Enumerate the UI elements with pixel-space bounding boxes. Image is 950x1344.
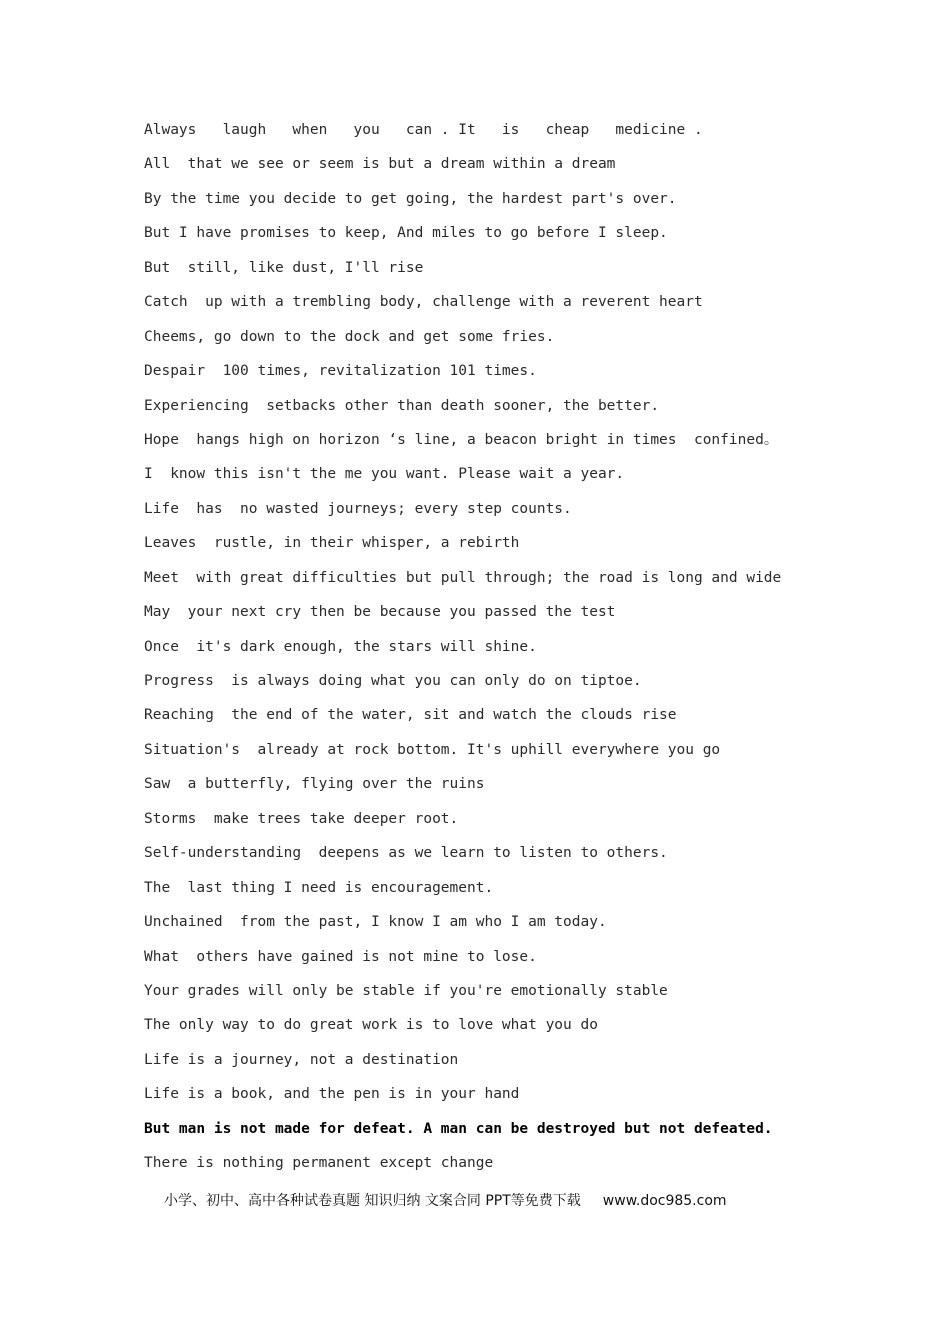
quote-line: Hope hangs high on horizon ‘s line, a beacon bright in times confined。 bbox=[144, 431, 779, 448]
quote-line: Reaching the end of the water, sit and watch the clouds rise bbox=[144, 707, 677, 724]
quote-line: But I have promises to keep, And miles to go before I sleep. bbox=[144, 225, 668, 242]
quote-line: But man is not made for defeat. A man can be destroyed but not defeated. bbox=[144, 1120, 773, 1137]
quote-line: Your grades will only be stable if you're emotionally stable bbox=[144, 982, 668, 999]
quote-line: Self-understanding deepens as we learn to listen to others. bbox=[144, 845, 668, 862]
quote-line: The only way to do great work is to love what you do bbox=[144, 1017, 598, 1034]
quote-line: There is nothing permanent except change bbox=[144, 1155, 494, 1172]
page-footer bbox=[164, 1190, 804, 1210]
quote-line: Once it's dark enough, the stars will shine. bbox=[144, 638, 537, 655]
quote-line: May your next cry then be because you passed the test bbox=[144, 604, 616, 621]
quote-line: Experiencing setbacks other than death sooner, the better. bbox=[144, 397, 660, 414]
quote-line: By the time you decide to get going, the hardest part's over. bbox=[144, 190, 677, 207]
quote-line: Cheems, go down to the dock and get some fries. bbox=[144, 328, 555, 345]
quote-line: I know this isn't the me you want. Please wait a year. bbox=[144, 466, 625, 483]
quote-line: Despair 100 times, revitalization 101 times. bbox=[144, 363, 537, 380]
quote-line: Storms make trees take deeper root. bbox=[144, 810, 459, 827]
quote-line: Life has no wasted journeys; every step counts. bbox=[144, 500, 572, 517]
quote-line: Always laugh when you can . It is cheap medicine . bbox=[144, 122, 703, 138]
footer-site-link[interactable]: www.doc985.com bbox=[602, 1193, 727, 1209]
quote-line: But still, like dust, I'll rise bbox=[144, 259, 424, 276]
quote-line: Meet with great difficulties but pull through; the road is long and wide bbox=[144, 569, 782, 586]
quote-line: What others have gained is not mine to lose. bbox=[144, 948, 537, 965]
quote-line: Progress is always doing what you can only do on tiptoe. bbox=[144, 673, 642, 689]
quote-line: Leaves rustle, in their whisper, a rebirth bbox=[144, 535, 520, 552]
quote-line: Life is a book, and the pen is in your hand bbox=[144, 1086, 520, 1103]
quote-list bbox=[144, 118, 864, 1186]
quote-line: The last thing I need is encouragement. bbox=[144, 879, 494, 896]
quote-line: All that we see or seem is but a dream within a dream bbox=[144, 156, 616, 173]
quote-line: Saw a butterfly, flying over the ruins bbox=[144, 776, 485, 793]
quote-line: Situation's already at rock bottom. It's uphill everywhere you go bbox=[144, 741, 721, 758]
footer-text: 小学、初中、高中各种试卷真题 知识归纳 文案合同 PPT等免费下载 bbox=[164, 1193, 581, 1209]
quote-line: Catch up with a trembling body, challenge with a reverent heart bbox=[144, 294, 703, 311]
quote-line: Life is a journey, not a destination bbox=[144, 1051, 459, 1068]
quote-line: Unchained from the past, I know I am who I am today. bbox=[144, 914, 607, 931]
